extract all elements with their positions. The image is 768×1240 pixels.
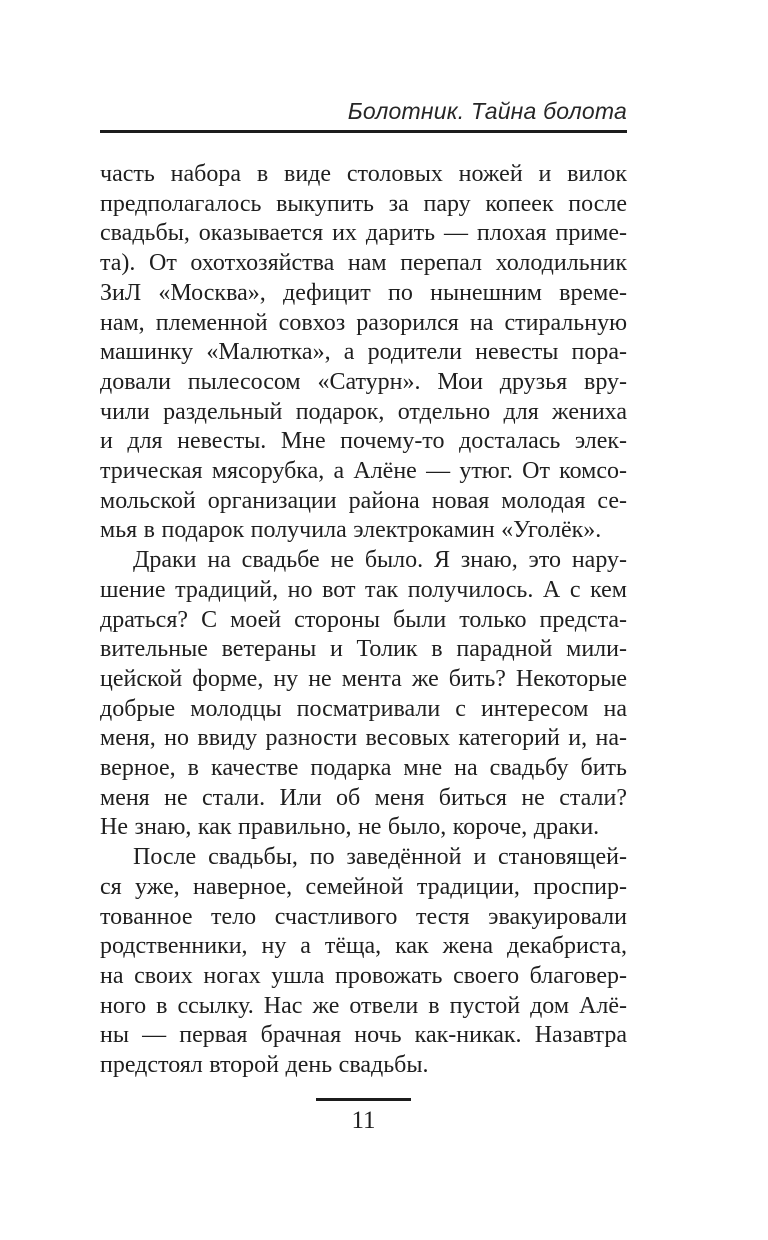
text-line: довали пылесосом «Сатурн». Мои друзья вру- bbox=[100, 368, 627, 395]
header-rule bbox=[100, 130, 627, 133]
text-line: Драки на свадьбе не было. Я знаю, это нару- bbox=[133, 547, 627, 574]
text-line: нам, племенной совхоз разорился на стиральную bbox=[100, 309, 627, 336]
text-line: драться? С моей стороны были только предста- bbox=[100, 606, 627, 633]
text-line: Не знаю, как правильно, не было, короче, драки. bbox=[100, 814, 600, 841]
text-line: та). От охотхозяйства нам перепал холодильник bbox=[100, 250, 627, 277]
text-line: ся уже, наверное, семейной традиции, проспир- bbox=[100, 873, 627, 900]
text-line: предполагалось выкупить за пару копеек после bbox=[100, 190, 627, 217]
page-footer bbox=[100, 1098, 627, 1135]
text-line: мья в подарок получила электрокамин «Уголёк». bbox=[100, 517, 602, 544]
text-line: вительные ветераны и Толик в парадной мили- bbox=[100, 636, 627, 663]
text-line: меня не стали. Или об меня биться не стали? bbox=[100, 784, 627, 811]
text-line: шение традиций, но вот так получилось. А с кем bbox=[100, 576, 627, 603]
page-number: 11 bbox=[351, 1106, 376, 1134]
text-line: родственники, ну а тёща, как жена декабриста, bbox=[100, 933, 627, 960]
text-line: верное, в качестве подарка мне на свадьбу бить bbox=[100, 755, 627, 782]
text-line: цейской форме, ну не мента же бить? Некоторые bbox=[100, 665, 627, 692]
text-line: мольской организации района новая молодая се- bbox=[100, 487, 627, 514]
paragraph bbox=[100, 546, 627, 843]
text-line: машинку «Малютка», а родители невесты пора- bbox=[100, 339, 627, 366]
text-line: предстоял второй день свадьбы. bbox=[100, 1052, 429, 1079]
text-line: чили раздельный подарок, отдельно для жениха bbox=[100, 398, 627, 425]
text-block bbox=[100, 160, 627, 1081]
text-line: и для невесты. Мне почему-то досталась элек- bbox=[100, 428, 627, 455]
text-line: меня, но ввиду разности весовых категорий и, на- bbox=[100, 725, 627, 752]
text-line: свадьбы, оказывается их дарить — плохая приме- bbox=[100, 220, 627, 247]
paragraph bbox=[100, 843, 627, 1081]
text-line: добрые молодцы посматривали с интересом на bbox=[100, 695, 627, 722]
paragraph bbox=[100, 160, 627, 546]
running-title: Болотник. Тайна болота bbox=[347, 98, 627, 124]
footer-rule bbox=[316, 1098, 411, 1101]
text-line: После свадьбы, по заведённой и становящей- bbox=[133, 844, 627, 871]
text-line: ЗиЛ «Москва», дефицит по нынешним време- bbox=[100, 279, 627, 306]
text-line: трическая мясорубка, а Алёне — утюг. От комсо- bbox=[100, 458, 627, 485]
text-line: часть набора в виде столовых ножей и вилок bbox=[100, 161, 627, 187]
text-line: ны — первая брачная ночь как-никак. Назавтра bbox=[100, 1022, 627, 1049]
text-line: тованное тело счастливого тестя эвакуировали bbox=[100, 903, 627, 930]
text-line: на своих ногах ушла провожать своего благовер- bbox=[100, 962, 627, 989]
text-line: ного в ссылку. Нас же отвели в пустой дом Алё- bbox=[100, 992, 627, 1019]
